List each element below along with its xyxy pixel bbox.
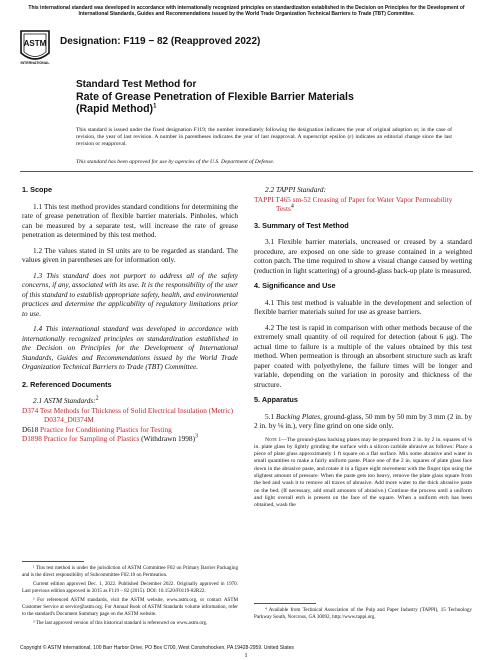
para-1-1: 1.1 This test method provides standard conditions for determining the rate of grease penetration of flexible barrier materials. Pinholes, which can be measured by a separate test, will increase the rate of grease penetration as determined by this test method. bbox=[22, 201, 238, 239]
ref-note-mark: 3 bbox=[195, 433, 198, 440]
logo-text-bottom: INTERNATIONAL bbox=[20, 61, 50, 65]
tappi-standard-label bbox=[254, 185, 472, 195]
para-5-1 bbox=[254, 412, 472, 431]
astm-standards-text: 2.1 ASTM Standards: bbox=[33, 396, 96, 405]
tappi-mark: 4 bbox=[290, 203, 294, 210]
astm-standards-label bbox=[22, 396, 238, 406]
footnotes-right bbox=[254, 603, 472, 620]
para-4-2: 4.2 The test is rapid in comparison with other methods because of the extremely small quantity of oil required for detection (about 6 μg). The actual time to failure is a multiple of the values obtained by this test method. When permeation is through an absorbent structure such as kraft paper coated with polyethylene, the failure times will be longer and variable, depending on the variation in porosity and thickness of the structure. bbox=[254, 322, 472, 389]
copyright-footer: Copyright © ASTM International, 100 Barr Harbor Drive, PO Box C700, West Conshohocken, PA 19428-2959. United States bbox=[20, 645, 294, 651]
footnote: ³ The last approved version of this historical standard is referenced on www.astm.org. bbox=[33, 620, 208, 627]
footnote: ⁴ Available from Technical Association of the Pulp and Paper Industry (TAPPI), 15 Technology Parkway South, Norcross, GA 30092, http://www.tappi.org. bbox=[254, 607, 472, 620]
tappi-title[interactable]: Creasing of Paper for Water Vapor Permeability Tests bbox=[276, 194, 453, 213]
section-significance-heading: 4. Significance and Use bbox=[254, 281, 336, 290]
footnote-rule bbox=[254, 603, 316, 604]
astm-logo bbox=[18, 29, 52, 65]
ref-code: D618 bbox=[22, 424, 39, 434]
note-text: —The ground-glass backing plates may be prepared from 2 in. by 2 in. squares of ⅛ in. plate glass by lightly grinding the surface with a silicon carbide abrasive as follows: Place a piece of plate glass approximately 1 ft square on a flat surface. Mix some abrasive and water in small quantities to make a fairly uniform paste. Place one of the 2 in. squares of plate glass face down in the abrasive paste, and rotate it in a figure eight movement with the finger tips using the slightest amount of pressure. When the paste gets too heavy, remove the plate glass square from the bed and wash it to remove all traces of abrasive. Add more water to the thick abrasive paste on the bed. (If necessary, add small amounts of abrasive.) Continue the process until a uniform and light overall etch is present on the face of the square. When a uniform etch has been obtained, wash the bbox=[254, 436, 472, 509]
tappi-ref-item[interactable] bbox=[254, 195, 472, 214]
tappi-standard-text: 2.2 TAPPI Standard: bbox=[265, 185, 327, 194]
logo-text-top: ASTM bbox=[23, 39, 47, 48]
para-1-4: 1.4 This international standard was developed in accordance with internationally recognized principles on standardization established in the Decision on Principles for the Development of International Standards, Guides and Recommendations issued by the World Trade Organization Technical Barriers to Trade (TBT) Committee. bbox=[22, 324, 238, 371]
para-5-1-text: , ground-glass, 50 mm by 50 mm by 3 mm (2 in. by 2 in. by ⅛ in.), very fine grind on one side only. bbox=[254, 411, 472, 430]
title-line-2 bbox=[76, 103, 436, 115]
page-number: 1 bbox=[244, 652, 248, 659]
ref-title[interactable]: Practice for Sampling of Plastics bbox=[43, 434, 140, 443]
ref-note: (Withdrawn 1998) bbox=[139, 434, 195, 443]
ref-item[interactable] bbox=[22, 425, 238, 435]
para-1-2: 1.2 The values stated in SI units are to be regarded as standard. The values given in parentheses are for information only. bbox=[22, 245, 238, 264]
footnote: Current edition approved Dec. 1, 2022. Published December 2022. Originally approved in 1970. Last previous edition approved in 2015 as F119 – 82 (2015). DOI: 10.1520/F0119-82R22. bbox=[22, 581, 238, 594]
ref-title[interactable]: Practice for Conditioning Plastics for Testing bbox=[40, 424, 172, 434]
ref-code[interactable]: D374 bbox=[22, 405, 39, 415]
left-column bbox=[22, 185, 238, 444]
designation: Designation: F119 − 82 (Reapproved 2022) bbox=[60, 36, 261, 47]
ref-title[interactable]: Test Methods for Thickness of Solid Electrical Insulation (Metric) D0374_D0374M bbox=[39, 405, 234, 424]
intro-text: This standard is issued under the fixed designation F119; the number immediately following the designation indicates the year of original adoption or, in the case of revision, the year of last revision. A number in parentheses indicates the year of last reapproval. A superscript epsilon (ε) indicates an editorial change since the last revision or reapproval. bbox=[76, 127, 452, 148]
note-label: Note 1 bbox=[265, 436, 282, 443]
para-4-1: 4.1 This test method is valuable in the development and selection of flexible barrier materials suited for use as grease barriers. bbox=[254, 297, 472, 316]
section-apparatus-heading: 5. Apparatus bbox=[254, 395, 298, 404]
section-scope-heading: 1. Scope bbox=[22, 185, 53, 194]
footnotes-left bbox=[22, 561, 238, 627]
section-summary-heading: 3. Summary of Test Method bbox=[254, 220, 349, 230]
ref-item[interactable] bbox=[22, 406, 238, 425]
footnote: ¹ This test method is under the jurisdiction of ASTM Committee F02 on Primary Barrier Packaging and is the direct responsibility of Subcommittee F02.10 on Permeation. bbox=[22, 565, 238, 578]
para-5-1-term: Backing Plates bbox=[276, 411, 321, 421]
tappi-code[interactable]: TAPPI T465 sm-52 bbox=[254, 194, 311, 204]
right-column bbox=[254, 185, 472, 509]
note-1 bbox=[254, 437, 472, 510]
ref-item[interactable] bbox=[22, 434, 238, 444]
astm-standards-mark: 2 bbox=[95, 395, 99, 402]
title-line-2-text: (Rapid Method) bbox=[76, 103, 154, 116]
title-line-1: Rate of Grease Penetration of Flexible Barrier Materials bbox=[76, 91, 354, 103]
standard-name: Standard Test Method for bbox=[76, 79, 197, 90]
approval-note: This standard has been approved for use by agencies of the U.S. Department of Defense. bbox=[76, 159, 275, 165]
footnote-rule bbox=[22, 561, 84, 562]
section-references-heading: 2. Referenced Documents bbox=[22, 379, 112, 389]
footnote: ² For referenced ASTM standards, visit the ASTM website, www.astm.org, or contact ASTM Customer Service at service@astm.org. For Annual Book of ASTM Standards volume information, refer to the standard's Document Summary page on the ASTM website. bbox=[22, 597, 238, 617]
title-footnote-mark: 1 bbox=[153, 103, 157, 110]
copyright-notice: This international standard was developed in accordance with internationally recognized principles on standardization established in the Decision on Principles for the Development of International Standards, Guides and Recommendations issued by the World Trade Organization Technical Barriers to Trade (TBT) Committee. bbox=[28, 5, 465, 18]
title-block bbox=[76, 79, 436, 116]
ref-code[interactable]: D1898 bbox=[22, 434, 42, 443]
para-1-3: 1.3 This standard does not purport to address all of the safety concerns, if any, associated with its use. It is the responsibility of the user of this standard to establish appropriate safety, health, and environmental practices and determine the applicability of regulatory limitations prior to use. bbox=[22, 270, 238, 318]
para-5-1-num: 5.1 bbox=[265, 411, 277, 421]
divider bbox=[20, 171, 473, 172]
para-3-1: 3.1 Flexible barrier materials, uncreased or creased by a standard procedure, are exposed on one side to grease contained in a weighted cotton patch. The time required to show a visual change caused by wetting (reduction in light scattering) of a ground-glass back-up plate is measured. bbox=[254, 237, 472, 275]
